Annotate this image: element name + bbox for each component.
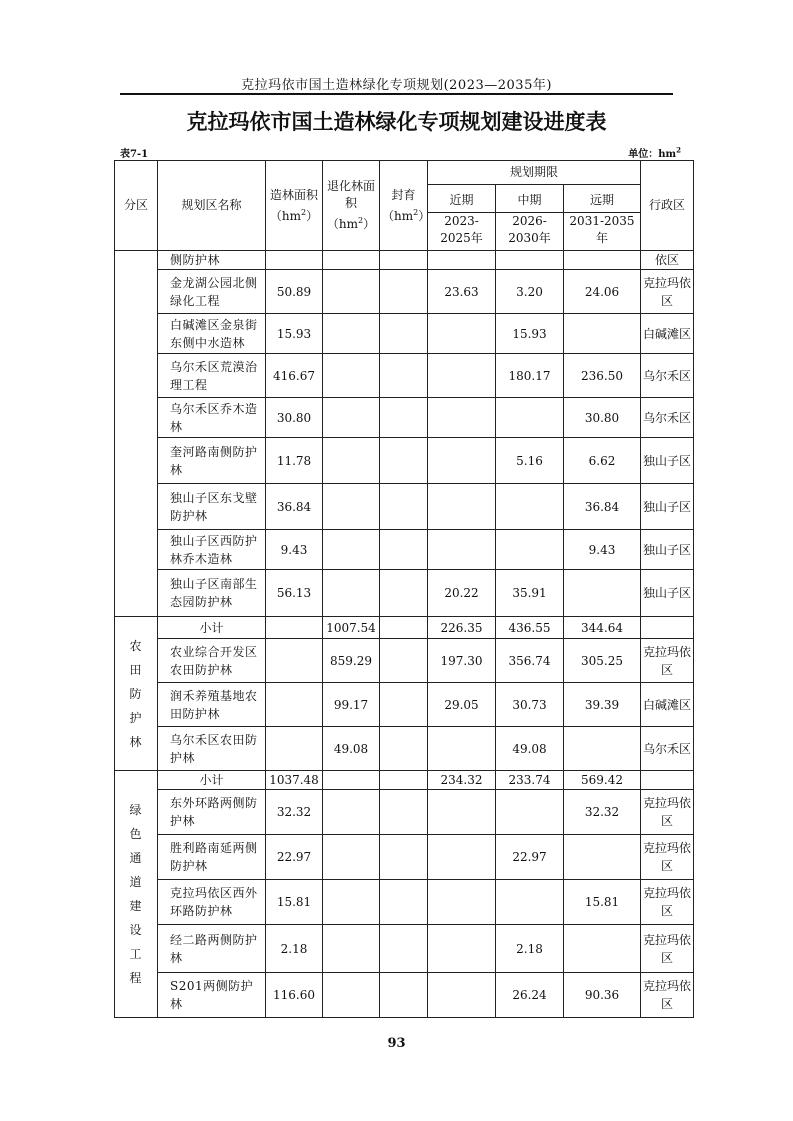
enclose-value [380, 570, 428, 617]
enclose-value [380, 771, 428, 790]
district-value: 乌尔禾区 [641, 354, 694, 398]
district-value: 独山子区 [641, 570, 694, 617]
afforest-value: 36.84 [266, 484, 323, 530]
far-value: 24.06 [564, 270, 641, 314]
running-header: 克拉玛依市国土造林绿化专项规划(2023—2035年) [241, 78, 552, 93]
subtotal-row [115, 771, 694, 790]
afforest-value: 50.89 [266, 270, 323, 314]
mid-value [496, 484, 564, 530]
area-name: S201两侧防护林 [158, 973, 266, 1018]
header-return-forest [323, 161, 380, 251]
far-value: 305.25 [564, 639, 641, 683]
mid-value: 15.93 [496, 314, 564, 354]
mid-value [496, 398, 564, 438]
schedule-table [114, 160, 694, 1018]
enclose-value [380, 398, 428, 438]
header-far [564, 185, 641, 251]
district-value: 依区 [641, 251, 694, 270]
mid-value [496, 790, 564, 835]
return-value [323, 314, 380, 354]
enclose-value [380, 683, 428, 727]
enclose-value [380, 251, 428, 270]
far-value: 36.84 [564, 484, 641, 530]
enclose-value [380, 484, 428, 530]
afforest-value: 1037.48 [266, 771, 323, 790]
far-value: 569.42 [564, 771, 641, 790]
return-value [323, 835, 380, 880]
district-value: 克拉玛依区 [641, 835, 694, 880]
header-near-label: 近期 [428, 188, 495, 213]
afforest-value: 2.18 [266, 925, 323, 973]
return-value [323, 530, 380, 570]
far-value: 39.39 [564, 683, 641, 727]
afforest-value: 30.80 [266, 398, 323, 438]
header-near [428, 185, 496, 251]
table-row [115, 251, 694, 270]
table-row [115, 314, 694, 354]
far-value: 236.50 [564, 354, 641, 398]
near-value [428, 925, 496, 973]
enclose-value [380, 880, 428, 925]
far-value: 344.64 [564, 617, 641, 639]
district-value [641, 771, 694, 790]
header-afforest-sup: 2 [301, 207, 307, 217]
afforest-value [266, 251, 323, 270]
district-value: 克拉玛依区 [641, 639, 694, 683]
enclose-value [380, 438, 428, 484]
zone-cell: 绿色通道建设工程 [115, 771, 158, 1018]
table-number: 表7-1 [120, 149, 149, 160]
header-row-1 [115, 161, 694, 185]
far-value [564, 727, 641, 771]
return-value [323, 570, 380, 617]
area-name: 润禾养殖基地农田防护林 [158, 683, 266, 727]
afforest-value: 116.60 [266, 973, 323, 1018]
far-value: 9.43 [564, 530, 641, 570]
area-name: 侧防护林 [158, 251, 266, 270]
zone-cell: 农田防护林 [115, 617, 158, 771]
return-value [323, 484, 380, 530]
afforest-value: 56.13 [266, 570, 323, 617]
unit-text: 单位：hm [628, 149, 677, 160]
zone-cell-continued [115, 251, 158, 617]
enclose-value [380, 973, 428, 1018]
area-name: 东外环路两侧防护林 [158, 790, 266, 835]
afforest-value [266, 617, 323, 639]
return-value: 49.08 [323, 727, 380, 771]
header-far-label: 远期 [564, 188, 640, 213]
far-value: 15.81 [564, 880, 641, 925]
afforest-value: 416.67 [266, 354, 323, 398]
near-value: 29.05 [428, 683, 496, 727]
header-zone: 分区 [115, 161, 158, 251]
district-value: 白碱滩区 [641, 314, 694, 354]
return-value [323, 438, 380, 484]
area-name: 独山子区南部生态园防护林 [158, 570, 266, 617]
return-value [323, 925, 380, 973]
far-value [564, 835, 641, 880]
district-value: 独山子区 [641, 530, 694, 570]
mid-value: 3.20 [496, 270, 564, 314]
enclose-value [380, 270, 428, 314]
table-row [115, 727, 694, 771]
afforest-value: 9.43 [266, 530, 323, 570]
area-name: 经二路两侧防护林 [158, 925, 266, 973]
header-enclosure [380, 161, 431, 251]
afforest-value: 22.97 [266, 835, 323, 880]
table-row [115, 398, 694, 438]
afforest-value [266, 683, 323, 727]
area-name: 白碱滩区金泉街东侧中水造林 [158, 314, 266, 354]
enclose-value [380, 639, 428, 683]
afforest-value: 15.81 [266, 880, 323, 925]
mid-value: 35.91 [496, 570, 564, 617]
table-row [115, 484, 694, 530]
header-mid-label: 中期 [496, 188, 563, 213]
header-afforest-text: 造林面积（hm [269, 187, 318, 223]
near-value [428, 835, 496, 880]
near-value [428, 398, 496, 438]
return-value [323, 973, 380, 1018]
district-value: 克拉玛依区 [641, 925, 694, 973]
near-value [428, 354, 496, 398]
enclose-value [380, 354, 428, 398]
mid-value [496, 251, 564, 270]
mid-value: 356.74 [496, 639, 564, 683]
table-row [115, 354, 694, 398]
header-rule [120, 93, 673, 95]
header-district: 行政区 [641, 161, 694, 251]
header-period: 规划期限 [428, 161, 641, 185]
table-row [115, 270, 694, 314]
near-value [428, 484, 496, 530]
afforest-value: 32.32 [266, 790, 323, 835]
subtotal-label: 小计 [158, 617, 266, 639]
return-value [323, 771, 380, 790]
mid-value: 436.55 [496, 617, 564, 639]
table-row [115, 570, 694, 617]
unit-label [628, 145, 681, 160]
near-value [428, 314, 496, 354]
area-name: 胜利路南延两侧防护林 [158, 835, 266, 880]
subtotal-label: 小计 [158, 771, 266, 790]
return-value: 859.29 [323, 639, 380, 683]
afforest-value: 15.93 [266, 314, 323, 354]
district-value: 克拉玛依区 [641, 270, 694, 314]
mid-value: 30.73 [496, 683, 564, 727]
area-name: 乌尔禾区农田防护林 [158, 727, 266, 771]
near-value [428, 530, 496, 570]
enclose-value [380, 835, 428, 880]
header-area-name: 规划区名称 [158, 161, 266, 251]
enclose-value [380, 925, 428, 973]
enclose-value [380, 727, 428, 771]
header-enclosure-text: 封育（hm [382, 187, 416, 223]
return-value [323, 880, 380, 925]
district-value: 克拉玛依区 [641, 880, 694, 925]
district-value: 乌尔禾区 [641, 727, 694, 771]
district-value: 独山子区 [641, 484, 694, 530]
subtotal-row [115, 617, 694, 639]
near-value: 20.22 [428, 570, 496, 617]
mid-value: 233.74 [496, 771, 564, 790]
header-mid [496, 185, 564, 251]
far-value [564, 314, 641, 354]
unit-sup: 2 [676, 145, 681, 155]
near-value: 234.32 [428, 771, 496, 790]
header-afforest [266, 161, 323, 251]
mid-value [496, 880, 564, 925]
return-value [323, 251, 380, 270]
area-name: 独山子区东戈壁防护林 [158, 484, 266, 530]
header-far-range: 2031-2035年 [569, 214, 635, 245]
mid-value: 5.16 [496, 438, 564, 484]
area-name: 乌尔禾区荒漠治理工程 [158, 354, 266, 398]
enclose-value [380, 790, 428, 835]
district-value: 克拉玛依区 [641, 790, 694, 835]
area-name: 奎河路南侧防护林 [158, 438, 266, 484]
far-value: 6.62 [564, 438, 641, 484]
table-row [115, 973, 694, 1018]
afforest-value [266, 639, 323, 683]
page-number: 93 [387, 1036, 406, 1051]
table-row [115, 925, 694, 973]
mid-value: 2.18 [496, 925, 564, 973]
mid-value: 180.17 [496, 354, 564, 398]
table-row [115, 683, 694, 727]
far-value: 90.36 [564, 973, 641, 1018]
far-value [564, 925, 641, 973]
header-enclosure-sup: 2 [413, 207, 419, 217]
table-row [115, 835, 694, 880]
table-row [115, 639, 694, 683]
enclose-value [380, 314, 428, 354]
near-value [428, 973, 496, 1018]
header-afforest-close: ） [306, 208, 319, 223]
return-value [323, 790, 380, 835]
enclose-value [380, 530, 428, 570]
return-value [323, 354, 380, 398]
header-near-range: 2023-2025年 [440, 214, 483, 245]
afforest-value: 11.78 [266, 438, 323, 484]
area-name: 农业综合开发区农田防护林 [158, 639, 266, 683]
header-return-close: ） [363, 217, 376, 231]
near-value [428, 438, 496, 484]
far-value: 32.32 [564, 790, 641, 835]
afforest-value [266, 727, 323, 771]
table-row [115, 438, 694, 484]
return-value: 99.17 [323, 683, 380, 727]
far-value [564, 570, 641, 617]
area-name: 乌尔禾区乔木造林 [158, 398, 266, 438]
header-return-text: 退化林面积（hm [326, 179, 375, 231]
near-value: 226.35 [428, 617, 496, 639]
return-value: 1007.54 [323, 617, 380, 639]
mid-value: 49.08 [496, 727, 564, 771]
district-value: 白碱滩区 [641, 683, 694, 727]
near-value [428, 790, 496, 835]
page-title: 克拉玛依市国土造林绿化专项规划建设进度表 [186, 110, 607, 134]
far-value [564, 251, 641, 270]
far-value: 30.80 [564, 398, 641, 438]
table-row [115, 530, 694, 570]
return-value [323, 398, 380, 438]
header-enclosure-close: ） [418, 208, 431, 223]
area-name: 金龙湖公园北侧绿化工程 [158, 270, 266, 314]
near-value [428, 251, 496, 270]
table-row [115, 790, 694, 835]
district-value: 独山子区 [641, 438, 694, 484]
table-row [115, 880, 694, 925]
enclose-value [380, 617, 428, 639]
near-value: 197.30 [428, 639, 496, 683]
area-name: 克拉玛依区西外环路防护林 [158, 880, 266, 925]
mid-value [496, 530, 564, 570]
return-value [323, 270, 380, 314]
header-mid-range: 2026-2030年 [508, 214, 551, 245]
near-value [428, 727, 496, 771]
mid-value: 22.97 [496, 835, 564, 880]
mid-value: 26.24 [496, 973, 564, 1018]
district-value [641, 617, 694, 639]
district-value: 克拉玛依区 [641, 973, 694, 1018]
area-name: 独山子区西防护林乔木造林 [158, 530, 266, 570]
header-return-sup: 2 [358, 216, 364, 225]
near-value: 23.63 [428, 270, 496, 314]
district-value: 乌尔禾区 [641, 398, 694, 438]
near-value [428, 880, 496, 925]
